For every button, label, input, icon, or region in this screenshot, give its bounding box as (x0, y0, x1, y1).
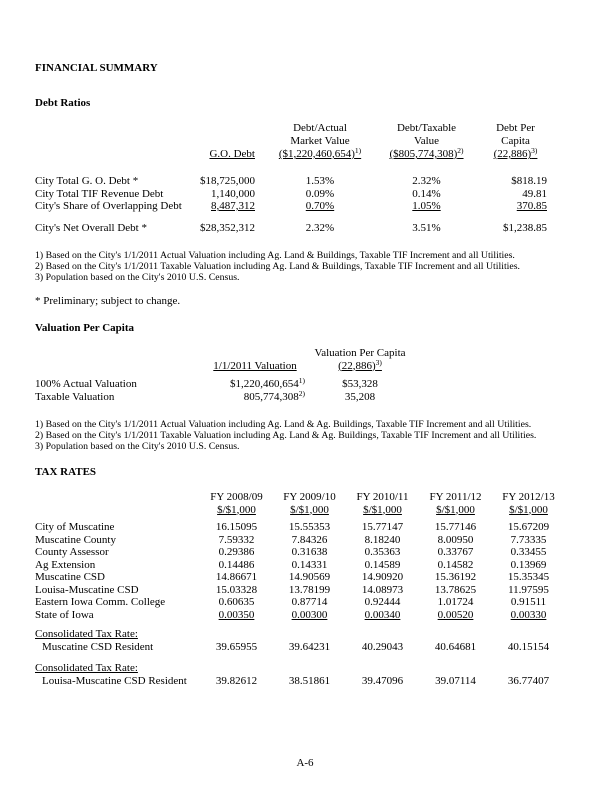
col-header-taxable-line1: Debt/Taxable (396, 122, 457, 134)
table-row (35, 641, 575, 654)
page-title: FINANCIAL SUMMARY (35, 62, 158, 74)
cell-rate: 0.13969 (510, 558, 547, 571)
row-label: Ag Extension (35, 558, 96, 571)
col-header-unit: $/$1,000 (290, 503, 329, 516)
consolidated-heading-row (35, 628, 575, 641)
cell-rate: 15.35345 (507, 571, 550, 583)
col-header-taxable-line2: Value (413, 135, 440, 147)
per-capita-footref: 3) (375, 357, 382, 367)
cell-market-pct: 0.70% (305, 200, 335, 212)
col-header-unit: $/$1,000 (509, 503, 548, 516)
cell-rate: 39.82612 (215, 674, 258, 687)
col-header-per-capita-amount (338, 357, 382, 372)
cell-rate: 0.00300 (291, 608, 328, 621)
valuation-rows (35, 378, 575, 403)
header-line-1 (35, 122, 575, 135)
cell-rate: 16.15095 (215, 521, 258, 533)
table-row (35, 609, 575, 622)
taxable-amount-footref: 2) (457, 146, 464, 155)
cell-rate: 15.67209 (507, 521, 550, 533)
table-row (35, 571, 575, 584)
cell-rate: 0.91511 (510, 596, 547, 608)
preliminary-note: * Preliminary; subject to change. (35, 295, 181, 307)
table-row (35, 534, 575, 547)
table-row (35, 521, 575, 534)
row-label: Muscatine County (35, 533, 116, 546)
col-header-go-debt: G.O. Debt (209, 148, 255, 160)
cell-market-pct: 1.53% (305, 175, 335, 187)
col-header-fy: FY 2012/13 (502, 491, 555, 503)
cell-rate: 0.14486 (218, 558, 255, 571)
valuation-heading: Valuation Per Capita (35, 322, 135, 334)
footnote: 3) Population based on the City's 2010 U.S. Census. (35, 441, 240, 452)
col-header-market-line2: Market Value (290, 135, 350, 147)
capita-amount-text: (22,886) (493, 148, 532, 160)
cell-rate: 11.97595 (508, 583, 549, 596)
row-label: City Total TIF Revenue Debt (35, 187, 164, 200)
col-header-market-line1: Debt/Actual (293, 122, 347, 134)
cell-rate: 14.86671 (215, 571, 258, 583)
cell-taxable-pct: 2.32% (412, 175, 441, 187)
cell-rate: 0.14589 (364, 558, 401, 571)
consolidated-heading: Consolidated Tax Rate: (35, 628, 138, 640)
cell-rate: 39.64231 (288, 640, 331, 653)
debt-ratios-column-headers (35, 122, 575, 161)
cell-valuation: 805,774,308 (243, 390, 299, 403)
market-amount-footref: 1) (354, 146, 362, 155)
cell-rate: 14.08973 (361, 583, 404, 596)
header-line-3 (35, 148, 575, 161)
table-row (35, 188, 575, 201)
cell-per-capita: 35,208 (344, 390, 376, 403)
col-header-market-amount (279, 148, 361, 160)
footnote: 1) Based on the City's 1/1/2011 Actual Valuation including Ag. Land & Buildings, Taxable TIF Increment and all Utilities. (35, 250, 515, 261)
col-header-fy: FY 2008/09 (210, 491, 263, 503)
footnote: 1) Based on the City's 1/1/2011 Actual Valuation including Ag. Land & Ag. Buildings, Taxable TIF Increment and all Utilities. (35, 419, 532, 430)
cell-rate: 39.07114 (435, 674, 476, 687)
cell-rate: 0.00330 (510, 608, 547, 621)
cell-rate: 0.00340 (364, 608, 401, 621)
header-year-row (35, 491, 575, 504)
header-unit-row (35, 504, 575, 517)
col-header-fy: FY 2009/10 (283, 491, 336, 503)
debt-ratios-heading: Debt Ratios (35, 97, 91, 109)
col-header-per-capita-top: Valuation Per Capita (314, 347, 406, 359)
consolidated-block-muscatine (35, 628, 575, 653)
per-capita-amount-text: (22,886) (338, 359, 376, 372)
row-label: Louisa-Muscatine CSD (35, 583, 139, 596)
cell-rate: 7.84326 (291, 533, 328, 546)
row-label: County Assessor (35, 546, 109, 558)
cell-valuation-footref: 1) (298, 376, 305, 385)
cell-rate: 0.35363 (364, 546, 401, 558)
col-header-taxable-amount (389, 148, 463, 160)
cell-taxable-pct: 3.51% (412, 221, 441, 234)
valuation-section (35, 322, 575, 452)
consolidated-heading: Consolidated Tax Rate: (35, 662, 138, 674)
cell-rate: 15.03328 (215, 583, 258, 596)
debt-ratios-section (35, 97, 575, 308)
header-line-2 (35, 357, 575, 373)
cell-go-debt: $28,352,312 (200, 221, 255, 234)
cell-rate: 13.78199 (288, 583, 331, 596)
cell-valuation-footref: 2) (298, 388, 305, 398)
col-header-unit: $/$1,000 (363, 503, 402, 516)
row-label: Muscatine CSD Resident (42, 640, 154, 653)
cell-rate: 40.15154 (507, 640, 550, 653)
header-line-2 (35, 135, 575, 148)
cell-rate: 14.90569 (288, 571, 331, 583)
cell-valuation: $1,220,460,654 (230, 378, 299, 390)
row-label: City of Muscatine (35, 521, 115, 533)
table-row-total (35, 222, 575, 235)
row-label: City's Share of Overlapping Debt (35, 200, 182, 212)
tax-rates-heading: TAX RATES (35, 466, 97, 478)
cell-per-capita: 370.85 (516, 200, 547, 212)
tax-rates-section (35, 466, 575, 687)
cell-go-debt: 1,140,000 (211, 187, 255, 200)
valuation-footnotes (35, 419, 575, 452)
footnote: 2) Based on the City's 1/1/2011 Taxable Valuation including Ag. Land & Ag. Buildings, Taxable TIF Increment and all Utilities. (35, 430, 537, 441)
cell-per-capita: $1,238.85 (503, 221, 547, 234)
col-header-fy: FY 2010/11 (356, 491, 409, 503)
cell-rate: 0.14582 (437, 558, 474, 571)
col-header-capita-amount (494, 148, 538, 160)
cell-per-capita: 49.81 (522, 187, 547, 200)
cell-rate: 7.73335 (510, 533, 547, 546)
cell-rate: 0.00350 (218, 608, 255, 621)
cell-rate: 15.77146 (434, 521, 477, 533)
cell-per-capita: $818.19 (511, 175, 547, 187)
col-header-capita-line1: Debt Per (496, 122, 535, 134)
cell-taxable-pct: 0.14% (412, 187, 441, 200)
cell-rate: 15.77147 (361, 521, 404, 533)
cell-go-debt: 8,487,312 (211, 200, 255, 212)
cell-rate: 38.51861 (288, 674, 331, 687)
row-label: Louisa-Muscatine CSD Resident (42, 674, 187, 687)
row-label: Taxable Valuation (35, 390, 115, 403)
consolidated-heading-row (35, 662, 575, 675)
cell-rate: 15.55353 (288, 521, 331, 533)
valuation-table (35, 347, 575, 403)
cell-taxable-pct: 1.05% (412, 200, 441, 212)
row-label: Eastern Iowa Comm. College (35, 596, 166, 608)
cell-rate: 8.18240 (364, 533, 401, 546)
col-header-unit: $/$1,000 (217, 503, 256, 516)
row-label: City's Net Overall Debt * (35, 221, 147, 234)
table-row (35, 200, 575, 213)
row-label: State of Iowa (35, 608, 94, 621)
header-line-1 (35, 347, 575, 360)
cell-rate: 39.65955 (215, 640, 258, 653)
table-row (35, 596, 575, 609)
row-label: City Total G. O. Debt * (35, 175, 139, 187)
table-row (35, 388, 575, 404)
capita-amount-footref: 3) (531, 146, 538, 155)
debt-ratios-rows (35, 175, 575, 234)
cell-rate: 0.00520 (437, 608, 474, 621)
table-row (35, 546, 575, 559)
cell-per-capita: $53,328 (342, 378, 378, 390)
row-label: 100% Actual Valuation (35, 378, 137, 390)
table-row (35, 378, 575, 391)
cell-market-pct: 0.09% (305, 187, 335, 200)
page-number: A-6 (296, 757, 314, 769)
cell-rate: 39.47096 (361, 674, 404, 687)
row-label: Muscatine CSD (35, 571, 105, 583)
market-amount-text: ($1,220,460,654) (278, 148, 355, 160)
cell-go-debt: $18,725,000 (200, 175, 255, 187)
footnote: 2) Based on the City's 1/1/2011 Taxable Valuation including Ag. Land & Buildings, Taxable TIF Increment and all Utilities. (35, 261, 520, 272)
taxable-amount-text: ($805,774,308) (389, 148, 458, 160)
table-row (35, 559, 575, 572)
col-header-valuation: 1/1/2011 Valuation (213, 359, 297, 372)
cell-rate: 7.59332 (218, 533, 255, 546)
footnote: 3) Population based on the City's 2010 U.S. Census. (35, 272, 240, 283)
cell-rate: 0.60635 (218, 596, 255, 608)
cell-rate: 0.92444 (364, 596, 401, 608)
debt-ratios-footnotes (35, 250, 575, 283)
col-header-fy: FY 2011/12 (429, 491, 482, 503)
cell-rate: 0.31638 (291, 546, 328, 558)
tax-rates-rows (35, 521, 575, 621)
table-row (35, 675, 575, 688)
tax-rates-table (35, 491, 575, 687)
consolidated-block-louisa (35, 662, 575, 687)
cell-rate: 40.29043 (361, 640, 404, 653)
cell-rate: 0.33455 (510, 546, 547, 558)
cell-rate: 8.00950 (437, 533, 474, 546)
table-row (35, 175, 575, 188)
cell-rate: 0.29386 (218, 546, 255, 558)
cell-rate: 36.77407 (507, 674, 550, 687)
cell-rate: 14.90920 (361, 571, 404, 583)
cell-rate: 13.78625 (434, 583, 477, 596)
cell-rate: 15.36192 (434, 571, 477, 583)
cell-market-pct: 2.32% (305, 221, 335, 234)
cell-rate: 40.64681 (434, 640, 477, 653)
table-row (35, 584, 575, 597)
cell-rate: 0.33767 (437, 546, 474, 558)
cell-rate: 0.87714 (291, 596, 328, 608)
col-header-unit: $/$1,000 (436, 503, 475, 516)
col-header-capita-line2: Capita (501, 135, 530, 147)
cell-rate: 1.01724 (437, 596, 474, 608)
cell-rate: 0.14331 (291, 558, 328, 571)
